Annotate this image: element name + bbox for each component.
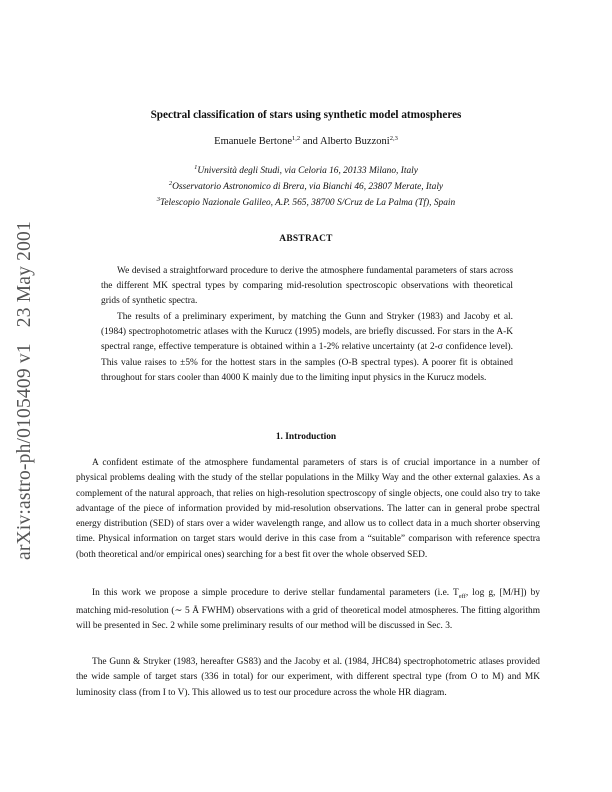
affiliation-text: Osservatorio Astronomico di Brera, via Bianchi 46, 23807 Merate, Italy: [172, 182, 444, 192]
author-name: Emanuele Bertone: [214, 136, 293, 147]
affiliation-line: [0, 166, 612, 176]
abstract-text: The results of a preliminary experiment, by matching the Gunn and Stryker (1983) and Jacoby et al. (1984) spectrophotometric atlases with the Kurucz (1995) models, are briefly discussed. For stars in the A-K spectral range, effective temperature is obtained within a 1-2% relative uncertainty (at 2-σ confidence level). This value raises to ±5% for the hottest stars in the samples (O-B spectral types). A poorer fit is obtained throughout for stars cooler than 4000 K mainly due to the limiting input physics in the Kurucz models.: [101, 312, 513, 383]
affiliation-marker: 3: [156, 196, 161, 203]
author-affil-marker: 1,2: [292, 135, 301, 142]
author-conjunction: and: [302, 136, 318, 147]
abstract-heading: ABSTRACT: [279, 234, 333, 244]
body-text: The Gunn & Stryker (1983, hereafter GS83) and the Jacoby et al. (1984, JHC84) spectrophotometric atlases provided the wide sample of target stars (336 in total) for our experiment, with different spectral type (from O to M) and MK luminosity class (from I to V). This allowed us to test our procedure across the whole HR diagram.: [76, 657, 540, 698]
body-paragraph: [76, 655, 540, 701]
affiliation-text: Telescopio Nazionale Galileo, A.P. 565, 38700 S/Cruz de La Palma (Tf), Spain: [160, 198, 456, 208]
affiliation-marker: 1: [194, 164, 198, 171]
author-line: [0, 136, 612, 147]
author-affil-marker: 2,3: [389, 135, 398, 142]
arxiv-sidebar-stamp: [14, 200, 40, 560]
body-paragraph: [76, 456, 540, 563]
arxiv-id: arXiv:astro-ph/0105409 v1: [14, 343, 35, 560]
paper-title: Spectral classification of stars using synthetic model atmospheres: [150, 109, 462, 121]
abstract-text: We devised a straightforward procedure to derive the atmosphere fundamental parameters of stars across the different MK spectral types by comparing mid-resolution spectroscopic observations with theoretical grids of synthetic spectra.: [101, 266, 513, 307]
affiliation-marker: 2: [168, 180, 173, 187]
affiliation-line: [0, 182, 612, 192]
abstract-paragraph: [101, 264, 513, 310]
subscript: eff: [458, 592, 466, 600]
body-text: In this work we propose a simple procedure to derive stellar fundamental parameters (i.e. T: [92, 588, 459, 598]
affiliation-text: Università degli Studi, via Celoria 16, 20133 Milano, Italy: [197, 166, 418, 176]
body-paragraph: [76, 586, 540, 635]
body-text: , log g, [M/H]) by matching mid-resolution (∼ 5 Å FWHM) observations with a grid of theoretical model atmospheres. The fitting algorithm will be presented in Sec. 2 while some preliminary results of our method will be discussed in Sec. 3.: [76, 588, 540, 632]
author-name: Alberto Buzzoni: [319, 136, 390, 147]
abstract-paragraph: [101, 310, 513, 386]
body-text: A confident estimate of the atmosphere fundamental parameters of stars is of crucial importance in a number of physical problems dealing with the study of the stellar populations in the Milky Way and the other external galaxies. As a complement of the natural approach, that relies on high-resolution spectroscopy of single objects, one could also try to take advantage of the piece of information provided by mid-resolution observations. The latter can in general probe spectral energy distribution (SED) of stars over a wider wavelength range, and allow us to collect data in a much shorter observing time. Physical information on target stars would derive in this case from a “suitable” comparison with reference spectra (both theoretical and/or empirical ones) searching for a best fit over the whole observed SED.: [76, 458, 540, 560]
section-heading: 1. Introduction: [275, 432, 337, 442]
affiliation-line: [0, 198, 612, 208]
arxiv-date: 23 May 2001: [14, 221, 35, 328]
